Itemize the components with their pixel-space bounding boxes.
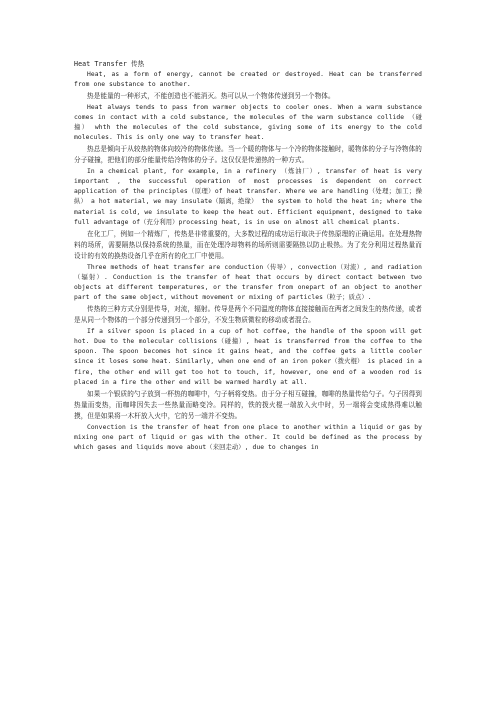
paragraph-zh-4: 传热的三种方式分别是传导，对流，辐射。传导是两个不同温度的物体直接接触而在两者之间发生的热传递，或者是从同一个物体的一个部分传递到另一个部分，不发生物质微粒的移动或者混合。 (74, 304, 422, 325)
paragraph-en-1: Heat, as a form of energy, cannot be created or destroyed. Heat can be transferred from one substance to another. (74, 71, 422, 89)
paragraph-zh-3: 在化工厂，例如一个精炼厂，传热是非常重要的，大多数过程的成功运行取决于传热原理的正确运用。在处理热物料的场所，需要隔热以保持系统的热量，而在处理冷却物料的场所则需要隔热以防止吸热。为了充分利用过程热量而设计的有效的换热设备几乎在所有的化工厂中使用。 (74, 229, 422, 260)
paragraph-en-4: Three methods of heat transfer are conduction（传导）, convection（对流）, and radiation（辐射）. Conduction is the transfer of heat that occurs by direct contact between two objects at different temperatures, or the transfer from onepart of an object to another part of the same object, without movement or mixing of particles（粒子；质点）. (74, 263, 422, 302)
paragraph-en-5: If a silver spoon is placed in a cup of hot coffee, the handle of the spoon will get hot. Due to the molecular collisions（碰撞）, heat is transferred from the coffee to the spoon. The spoon becomes hot since it gains heat, and the coffee gets a little cooler since it loses some heat. Similarly, when one end of an iron poker（拨火棍） is placed in a fire, the other end will get too hot to touch, if, however, one end of a wooden rod is placed in a fire the other end will be warmed hardly at all. (74, 327, 422, 386)
paragraph-zh-1: 热是能量的一种形式，不能创造也不能消灭。热可以从一个物体传递到另一个物体。 (87, 91, 335, 100)
document-title: Heat Transfer 传热 (74, 60, 145, 68)
paragraph-zh-5: 如果一个银质的勺子放到一杯热的咖啡中，勺子柄将变热。由于分子相互碰撞，咖啡的热量传给勺子。勺子因得到热量而变热，而咖啡因失去一些热量而略变冷。同样的，铁的拨火棍一端放入火中时，另一端将会变成热得难以触摸，但是如果将一木杆放入火中，它的另一端并不变热。 (74, 389, 422, 420)
paragraph-en-6: Convection is the transfer of heat from one place to another within a liquid or gas by mixing one part of liquid or gas with the other. It could be defined as the process by which gases and liquids move about（来回走动）, due to changes in (74, 423, 422, 452)
paragraph-en-3: In a chemical plant, for example, in a refinery （炼油厂）, transfer of heat is very important , the successful operation of most processes is dependent on correct application of the principles（原理）of heat transfer. Where we are handling（处理；加工；操纵） a hot material, we may insulate（隔离，绝缘） the system to hold the heat in; where the material is cold, we insulate to keep the heat out. Efficient equipment, designed to take full advantage of（充分利用）processing heat, is in use on almost all chemical plants. (74, 167, 422, 226)
paragraph-en-2: Heat always tends to pass from warmer objects to cooler ones. When a warm substance comes in contact with a cold substance, the molecules of the warm substance collide （碰撞） whth the molecules of the cold substance, giving some of its energy to the cold molecules. This is only one way to transfer heat. (74, 103, 422, 142)
paragraph-zh-2: 热总是倾向于从较热的物体向较冷的物体传递。当一个暖的物体与一个冷的物体接触时，暖物体的分子与冷物体的分子碰撞，把他们的部分能量传给冷物体的分子。这仅仅是传递热的一种方式。 (74, 144, 422, 165)
